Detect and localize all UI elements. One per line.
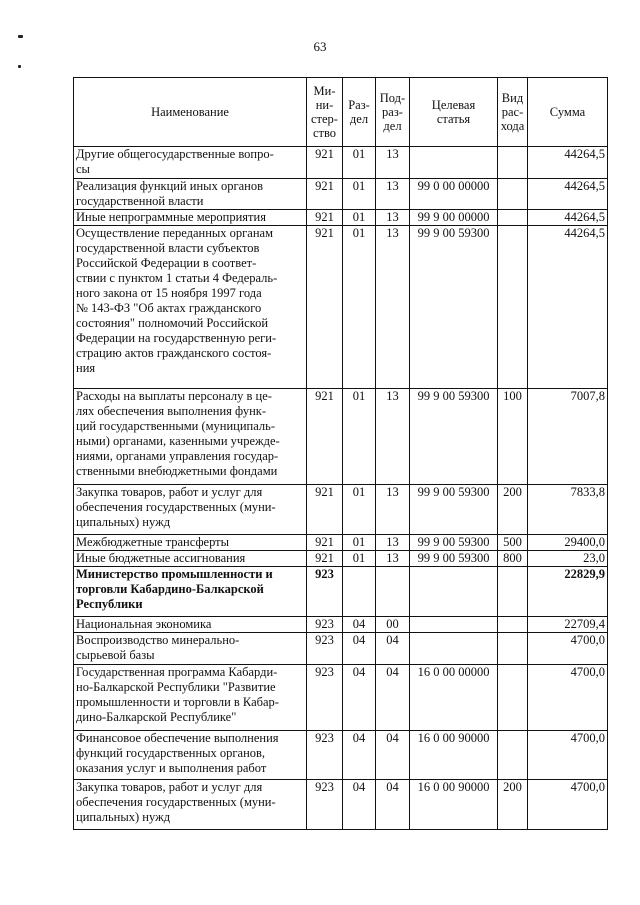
cell-expense-type: 200 — [498, 485, 528, 535]
cell-name: Расходы на выплаты персоналу в це- лях обеспечения выполнения функ- ций государственными (муниципаль- ными) органами, казенными учрежде- ниями, органами управления государ- ственными внебюджетными фондами — [74, 389, 307, 485]
cell-name: Другие общегосударственные вопро- сы — [74, 147, 307, 179]
cell-amount: 7007,8 — [528, 389, 608, 485]
cell-ministry: 923 — [307, 731, 343, 780]
cell-subsection: 13 — [376, 389, 410, 485]
cell-ministry: 921 — [307, 551, 343, 567]
cell-name: Воспроизводство минерально- сырьевой базы — [74, 633, 307, 665]
cell-expense-type — [498, 633, 528, 665]
cell-expense-type: 200 — [498, 780, 528, 830]
cell-target — [410, 633, 498, 665]
header-row — [74, 78, 608, 147]
table-row — [74, 179, 608, 210]
table-row — [74, 485, 608, 535]
header-subsection: Под- раз- дел — [376, 78, 410, 147]
cell-expense-type — [498, 210, 528, 226]
cell-target: 99 0 00 00000 — [410, 179, 498, 210]
cell-ministry: 923 — [307, 617, 343, 633]
cell-name: Осуществление переданных органам государственной власти субъектов Российской Федерации в соответ- ствии с пунктом 1 статьи 4 Федераль- ного закона от 15 ноября 1997 года № 143-ФЗ "Об актах гражданского состояния" полномочий Российской Федерации на государственную реги- страцию актов гражданского состоя- ния — [74, 226, 307, 389]
cell-subsection: 13 — [376, 535, 410, 551]
cell-ministry: 923 — [307, 665, 343, 731]
table-row — [74, 551, 608, 567]
cell-target: 16 0 00 00000 — [410, 665, 498, 731]
cell-section: 04 — [343, 665, 376, 731]
cell-ministry: 921 — [307, 147, 343, 179]
table-row — [74, 567, 608, 617]
cell-expense-type — [498, 147, 528, 179]
cell-name: Иные бюджетные ассигнования — [74, 551, 307, 567]
cell-amount: 7833,8 — [528, 485, 608, 535]
cell-subsection: 04 — [376, 731, 410, 780]
cell-name: Министерство промышленности и торговли Кабардино-Балкарской Республики — [74, 567, 307, 617]
cell-expense-type — [498, 567, 528, 617]
cell-amount: 44264,5 — [528, 226, 608, 389]
cell-ministry: 921 — [307, 389, 343, 485]
table-row — [74, 633, 608, 665]
budget-table-body — [74, 147, 608, 830]
cell-expense-type — [498, 179, 528, 210]
cell-subsection: 04 — [376, 633, 410, 665]
cell-name: Закупка товаров, работ и услуг для обеспечения государственных (муни- ципальных) нужд — [74, 780, 307, 830]
header-amount: Сумма — [528, 78, 608, 147]
cell-section: 04 — [343, 617, 376, 633]
cell-expense-type — [498, 617, 528, 633]
cell-ministry: 921 — [307, 485, 343, 535]
cell-subsection: 13 — [376, 551, 410, 567]
cell-section: 04 — [343, 731, 376, 780]
cell-subsection: 13 — [376, 147, 410, 179]
scan-mark — [18, 65, 21, 68]
table-row — [74, 147, 608, 179]
cell-target: 99 9 00 59300 — [410, 551, 498, 567]
table-row — [74, 617, 608, 633]
table-row — [74, 210, 608, 226]
header-target: Целевая статья — [410, 78, 498, 147]
cell-expense-type — [498, 665, 528, 731]
cell-subsection: 13 — [376, 179, 410, 210]
cell-section: 01 — [343, 389, 376, 485]
cell-target — [410, 147, 498, 179]
cell-name: Национальная экономика — [74, 617, 307, 633]
cell-target — [410, 567, 498, 617]
cell-subsection: 04 — [376, 665, 410, 731]
cell-amount: 22709,4 — [528, 617, 608, 633]
cell-subsection: 00 — [376, 617, 410, 633]
cell-expense-type: 100 — [498, 389, 528, 485]
cell-expense-type: 500 — [498, 535, 528, 551]
cell-amount: 4700,0 — [528, 633, 608, 665]
page-number: 63 — [313, 39, 327, 54]
cell-section: 04 — [343, 633, 376, 665]
header-name: Наименование — [74, 78, 307, 147]
table-row — [74, 535, 608, 551]
table-row — [74, 665, 608, 731]
cell-ministry: 921 — [307, 535, 343, 551]
header-ministry: Ми- ни- стер- ство — [307, 78, 343, 147]
header-section: Раз- дел — [343, 78, 376, 147]
cell-section: 01 — [343, 551, 376, 567]
cell-amount: 4700,0 — [528, 731, 608, 780]
budget-table — [73, 77, 608, 830]
cell-amount: 4700,0 — [528, 665, 608, 731]
cell-ministry: 923 — [307, 633, 343, 665]
cell-amount: 44264,5 — [528, 147, 608, 179]
header-expense-type: Вид рас- хода — [498, 78, 528, 147]
cell-target: 99 9 00 59300 — [410, 226, 498, 389]
cell-amount: 22829,9 — [528, 567, 608, 617]
cell-subsection: 13 — [376, 485, 410, 535]
cell-ministry: 921 — [307, 179, 343, 210]
table-row — [74, 731, 608, 780]
cell-ministry: 921 — [307, 226, 343, 389]
cell-amount: 29400,0 — [528, 535, 608, 551]
table-row — [74, 389, 608, 485]
cell-target: 16 0 00 90000 — [410, 731, 498, 780]
cell-ministry: 923 — [307, 780, 343, 830]
cell-section: 01 — [343, 226, 376, 389]
cell-ministry: 923 — [307, 567, 343, 617]
table-row — [74, 226, 608, 389]
cell-target: 99 9 00 59300 — [410, 389, 498, 485]
cell-amount: 23,0 — [528, 551, 608, 567]
cell-section: 04 — [343, 780, 376, 830]
cell-expense-type — [498, 226, 528, 389]
cell-expense-type — [498, 731, 528, 780]
cell-subsection: 13 — [376, 210, 410, 226]
cell-amount: 44264,5 — [528, 179, 608, 210]
cell-expense-type: 800 — [498, 551, 528, 567]
cell-section — [343, 567, 376, 617]
cell-name: Государственная программа Кабарди- но-Балкарской Республики "Развитие промышленности и торговли в Кабар- дино-Балкарской Республике" — [74, 665, 307, 731]
cell-ministry: 921 — [307, 210, 343, 226]
table-row — [74, 780, 608, 830]
cell-name: Иные непрограммные мероприятия — [74, 210, 307, 226]
cell-section: 01 — [343, 210, 376, 226]
cell-target: 99 9 00 59300 — [410, 485, 498, 535]
cell-target: 16 0 00 90000 — [410, 780, 498, 830]
cell-section: 01 — [343, 179, 376, 210]
cell-target: 99 9 00 00000 — [410, 210, 498, 226]
cell-subsection: 04 — [376, 780, 410, 830]
cell-amount: 4700,0 — [528, 780, 608, 830]
cell-section: 01 — [343, 485, 376, 535]
cell-subsection: 13 — [376, 226, 410, 389]
cell-target — [410, 617, 498, 633]
cell-name: Реализация функций иных органов государственной власти — [74, 179, 307, 210]
cell-name: Закупка товаров, работ и услуг для обеспечения государственных (муни- ципальных) нужд — [74, 485, 307, 535]
cell-section: 01 — [343, 535, 376, 551]
cell-subsection — [376, 567, 410, 617]
cell-amount: 44264,5 — [528, 210, 608, 226]
cell-name: Межбюджетные трансферты — [74, 535, 307, 551]
scan-mark — [18, 35, 23, 38]
cell-name: Финансовое обеспечение выполнения функций государственных органов, оказания услуг и выполнения работ — [74, 731, 307, 780]
cell-section: 01 — [343, 147, 376, 179]
cell-target: 99 9 00 59300 — [410, 535, 498, 551]
